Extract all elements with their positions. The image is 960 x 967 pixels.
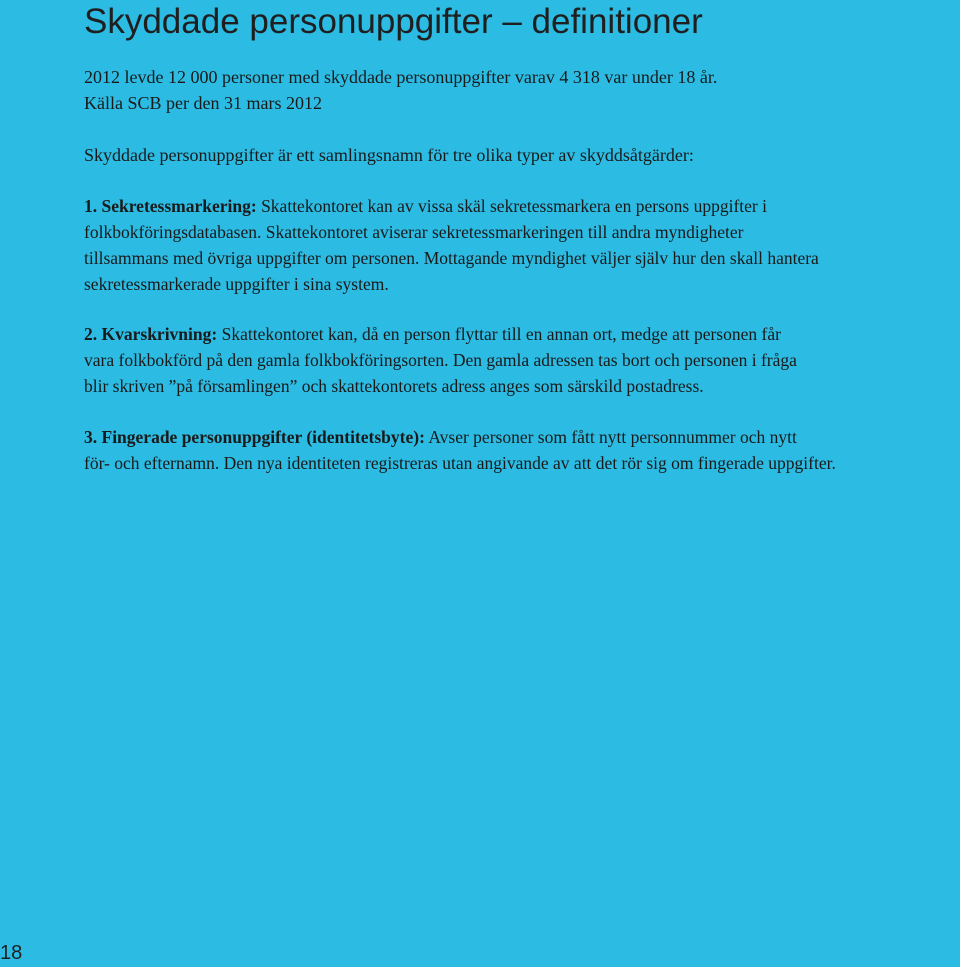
page-number: 18 <box>0 942 23 964</box>
definition-text: folkbokföringsdatabasen. Skattekontoret aviserar sekretessmarkeringen till andra myndigheter <box>84 222 744 242</box>
definition-kvarskrivning <box>84 321 960 399</box>
intro-source-text: Källa SCB per den 31 mars 2012 <box>84 93 322 113</box>
intro-definition-text: Skyddade personuppgifter är ett samlingsnamn för tre olika typer av skyddsåtgärder: <box>84 145 694 165</box>
definition-line <box>84 193 960 219</box>
definition-text: tillsammans med övriga uppgifter om personen. Mottagande myndighet väljer själv hur den skall hantera <box>84 248 819 268</box>
page-title: Skyddade personuppgifter – definitioner <box>84 2 703 41</box>
definition-line <box>84 424 960 450</box>
definition-line <box>84 321 960 347</box>
definition-text: Avser personer som fått nytt personnummer och nytt <box>424 427 797 447</box>
definition-term: 1. Sekretessmarkering: <box>84 196 257 216</box>
definition-sekretessmarkering <box>84 193 960 297</box>
definition-text: blir skriven ”på församlingen” och skattekontorets adress anges som särskild postadress. <box>84 376 704 396</box>
definition-term: 2. Kvarskrivning: <box>84 324 218 344</box>
definition-text: för- och efternamn. Den nya identiteten registreras utan angivande av att det rör sig om fingerade uppgifter. <box>84 453 836 473</box>
definition-term: 3. Fingerade personuppgifter (identitetsbyte): <box>84 427 425 447</box>
definition-fingerade-personuppgifter <box>84 424 960 476</box>
intro-statistic-text: 2012 levde 12 000 personer med skyddade personuppgifter varav 4 318 var under 18 år. <box>84 67 718 87</box>
definition-text: Skattekontoret kan av vissa skäl sekretessmarkera en persons uppgifter i <box>256 196 767 216</box>
definition-text: vara folkbokförd på den gamla folkbokföringsorten. Den gamla adressen tas bort och personen i fråga <box>84 350 797 370</box>
definition-text: Skattekontoret kan, då en person flyttar till en annan ort, medge att personen får <box>217 324 781 344</box>
definition-text: sekretessmarkerade uppgifter i sina system. <box>84 274 389 294</box>
